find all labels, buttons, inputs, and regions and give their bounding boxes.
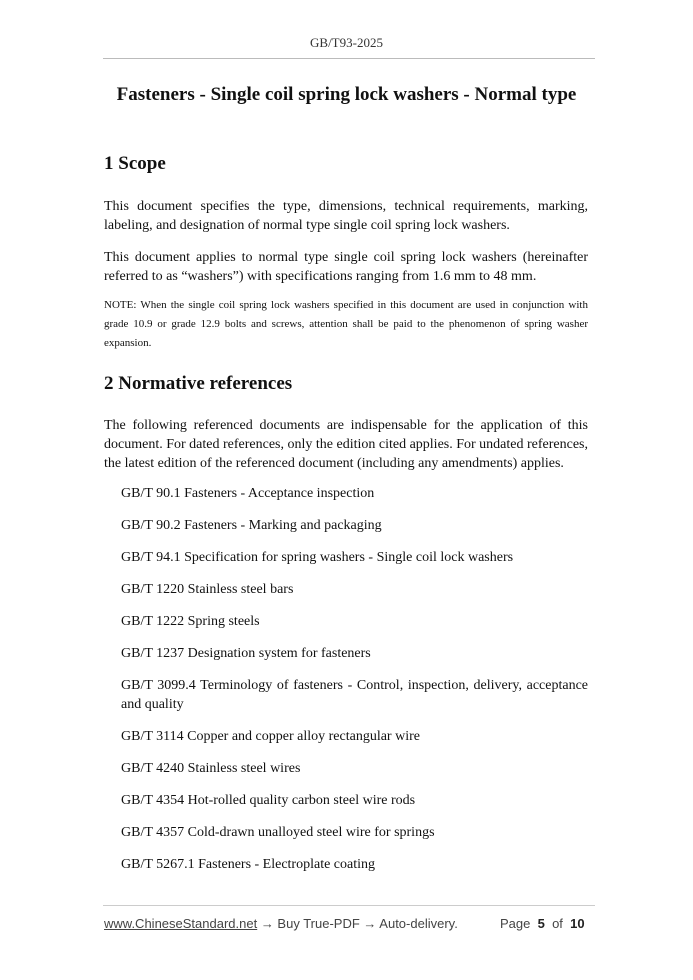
reference-item: GB/T 1222 Spring steels	[121, 614, 260, 629]
reference-item: GB/T 1220 Stainless steel bars	[121, 582, 294, 597]
section-heading-scope: 1 Scope	[104, 153, 166, 174]
reference-item: GB/T 5267.1 Fasteners - Electroplate coating	[121, 857, 376, 872]
reference-item: GB/T 4240 Stainless steel wires	[121, 761, 301, 776]
reference-item: GB/T 1237 Designation system for fasteners	[121, 646, 371, 661]
footer-tagline: → Buy True-PDF → Auto-delivery.	[257, 916, 458, 931]
section-heading-normative-references: 2 Normative references	[104, 373, 293, 394]
page-header: GB/T93-2025	[310, 35, 383, 50]
page-total: 10	[570, 916, 585, 931]
scope-paragraph-1: This document specifies the type, dimensions, technical requirements, marking, labeling, and designation of normal type single coil spring lock washers.	[104, 199, 588, 233]
reference-item: GB/T 94.1 Specification for spring washers - Single coil lock washers	[121, 550, 514, 565]
footer-divider	[103, 905, 595, 906]
scope-note: NOTE: When the single coil spring lock washers specified in this document are used in conjunction with grade 10.9 or grade 12.9 bolts and screws, attention shall be paid to the phenomenon of spring washer expansion.	[104, 299, 588, 349]
page-current: 5	[537, 916, 545, 931]
document-title: Fasteners - Single coil spring lock washers - Normal type	[116, 84, 577, 105]
page-label: Page	[500, 916, 531, 931]
page-indicator	[500, 916, 585, 931]
reference-item: GB/T 90.1 Fasteners - Acceptance inspection	[121, 486, 375, 501]
reference-item: GB/T 3114 Copper and copper alloy rectangular wire	[121, 729, 420, 744]
reference-item: GB/T 90.2 Fasteners - Marking and packaging	[121, 518, 382, 533]
reference-list	[121, 484, 588, 887]
header-divider	[103, 58, 595, 59]
reference-item: GB/T 4354 Hot-rolled quality carbon steel wire rods	[121, 793, 416, 808]
reference-item: GB/T 3099.4 Terminology of fasteners - Control, inspection, delivery, acceptance and quality	[121, 678, 588, 712]
references-intro: The following referenced documents are indispensable for the application of this document. For dated references, only the edition cited applies. For undated references, the latest edition of the referenced document (including any amendments) applies.	[104, 418, 588, 471]
page-of-label: of	[552, 916, 563, 931]
reference-item: GB/T 4357 Cold-drawn unalloyed steel wire for springs	[121, 825, 435, 840]
scope-paragraph-2: This document applies to normal type single coil spring lock washers (hereinafter referred to as “washers”) with specifications ranging from 1.6 mm to 48 mm.	[104, 250, 588, 284]
site-link[interactable]: www.ChineseStandard.net	[104, 916, 258, 931]
footer-promo	[104, 916, 458, 931]
